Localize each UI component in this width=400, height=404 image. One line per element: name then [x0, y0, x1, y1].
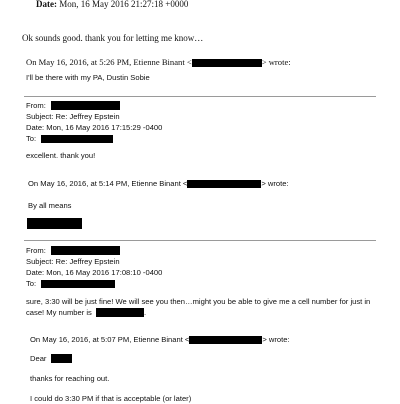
header-date — [36, 0, 188, 10]
quote-attribution-3 — [30, 334, 290, 345]
date-line: Date: Mon, 16 May 2016 17:08:10 -0400 — [26, 268, 163, 277]
message-body-1: excellent. thank you! — [26, 151, 96, 160]
to-label: To: — [26, 279, 37, 288]
redacted-name — [51, 354, 72, 363]
date-line: Date: Mon, 16 May 2016 17:15:29 -0400 — [26, 123, 163, 132]
quote-body-2: By all means — [28, 201, 72, 210]
message-body-2-line2 — [26, 307, 146, 318]
quote-availability: I could do 3:30 PM if that is acceptable (or later) — [30, 394, 192, 403]
redacted-phone — [96, 308, 147, 317]
from-label: From: — [26, 246, 46, 255]
date-value: Mon, 16 May 2016 21:27:18 +0000 — [59, 0, 189, 9]
redacted-email — [192, 59, 262, 67]
divider — [24, 240, 376, 241]
date-label: Date: — [36, 0, 57, 9]
redacted-recipient — [41, 280, 115, 288]
divider — [24, 96, 376, 97]
subject-line: Subject: Re: Jeffrey Epstein — [26, 257, 120, 266]
quote-thanks: thanks for reaching out. — [30, 374, 110, 383]
subject-line: Subject: Re: Jeffrey Epstein — [26, 112, 120, 121]
to-line — [26, 278, 115, 289]
redacted-sender — [51, 246, 120, 255]
reply-text: Ok sounds good. thank you for letting me know… — [22, 33, 204, 43]
body-text-end: . — [143, 308, 147, 317]
redacted-sender — [51, 101, 120, 110]
from-label: From: — [26, 101, 46, 110]
redacted-recipient — [41, 135, 113, 143]
attribution-text: On May 16, 2016, at 5:07 PM, Etienne Binant < — [30, 335, 190, 344]
quote-greeting — [30, 353, 72, 364]
from-line — [26, 100, 120, 111]
greeting-text: Dear — [30, 354, 47, 363]
to-label: To: — [26, 134, 37, 143]
quote-attribution-1 — [26, 57, 291, 68]
quote-body-1: I'll be there with my PA, Dustin Sobie — [26, 73, 150, 82]
attribution-suffix: > wrote: — [262, 335, 290, 344]
attribution-suffix: > wrote: — [261, 57, 291, 67]
redacted-signature — [27, 218, 82, 229]
message-body-2-line1: sure, 3:30 will be just fine! We will see you then…might you be able to give me a cell number for just in — [26, 297, 371, 306]
to-line — [26, 133, 113, 144]
quote-attribution-2 — [28, 178, 289, 189]
from-line — [26, 245, 120, 256]
redacted-email — [189, 336, 262, 344]
attribution-suffix: > wrote: — [261, 179, 289, 188]
redacted-email — [187, 180, 261, 188]
attribution-text: On May 16, 2016, at 5:26 PM, Etienne Binant < — [26, 57, 192, 67]
body-text: case! My number is — [26, 308, 92, 317]
attribution-text: On May 16, 2016, at 5:14 PM, Etienne Binant < — [28, 179, 188, 188]
